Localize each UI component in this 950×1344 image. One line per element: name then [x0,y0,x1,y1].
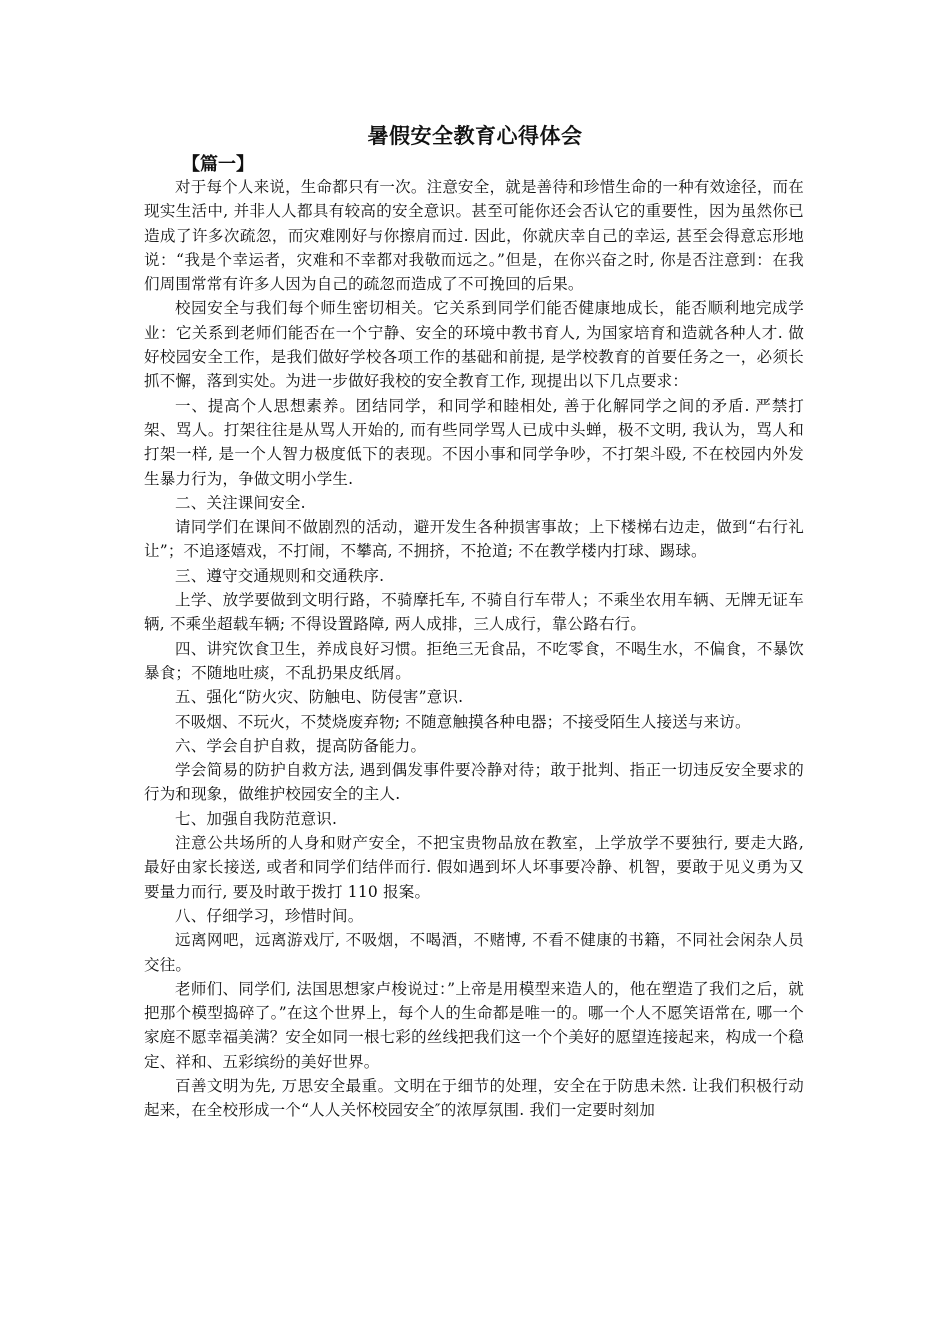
paragraph: 老师们、同学们, 法国思想家卢梭说过：”上帝是用模型来造人的，他在塑造了我们之后，就把那个模型捣碎了。”在这个世界上，每个人的生命都是唯一的。哪一个人不愿笑语常在, 哪一个家庭不愿幸福美满？安全如同一根七彩的丝线把我们这一个个美好的愿望连接起来，构成一个稳定、祥和、五彩缤纷的美好世界。 [144,979,804,1071]
paragraph: 请同学们在课间不做剧烈的活动，避开发生各种损害事故；上下楼梯右边走，做到“右行礼让”；不追逐嬉戏，不打闹，不攀高, 不拥挤，不抢道; 不在教学楼内打球、踢球。 [144,518,804,561]
paragraph: 百善文明为先, 万思安全最重。文明在于细节的处理，安全在于防患未然. 让我们积极行动起来，在全校形成一个“人人关怀校园安全″的浓厚氛围. 我们一定要时刻加 [144,1076,804,1120]
page-title: 暑假安全教育心得体会 [367,124,583,148]
section-label: 【篇一】 [182,154,254,175]
paragraph: 不吸烟、不玩火，不焚烧废弃物; 不随意触摸各种电器；不接受陌生人接送与来访。 [175,712,751,731]
paragraph: 四、讲究饮食卫生，养成良好习惯。拒绝三无食品，不吃零食，不喝生水，不偏食，不暴饮暴食；不随地吐痰，不乱扔果皮纸屑。 [144,639,804,682]
paragraph: 三、遵守交通规则和交通秩序. [175,566,385,585]
paragraph: 八、仔细学习，珍惜时间。 [175,906,364,925]
document-body [144,175,804,1123]
paragraph: 一、提高个人思想素养。团结同学，和同学和睦相处, 善于化解同学之间的矛盾. 严禁打架、骂人。打架往往是从骂人开始的, 而有些同学骂人已成中头蝉，极不文明, 我认为，骂人和打架一样, 是一个人智力极度低下的表现。不因小事和同学争吵，不打架斗殴, 不在校园内外发生暴力行为，争做文明小学生. [144,396,804,488]
paragraph: 六、学会自护自救，提高防备能力。 [175,736,427,755]
paragraph: 五、强化“防火灾、防触电、防侵害”意识. [175,688,464,707]
paragraph: 注意公共场所的人身和财产安全，不把宝贵物品放在教室，上学放学不要独行, 要走大路, 最好由家长接送, 或者和同学们结伴而行. 假如遇到坏人坏事要冷静、机智，要敢于见义勇为又要量力而行, 要及时敢于拨打 110 报案。 [144,834,804,901]
paragraph: 远离网吧，远离游戏厅, 不吸烟，不喝酒，不赌博, 不看不健康的书籍，不同社会闲杂人员交往。 [144,931,804,974]
paragraph: 上学、放学要做到文明行路，不骑摩托车, 不骑自行车带人；不乘坐农用车辆、无牌无证车辆, 不乘坐超载车辆; 不得设置路障, 两人成排，三人成行，靠公路右行。 [144,591,804,634]
paragraph: 学会简易的防护自救方法, 遇到偶发事件要冷静对待；敢于批判、指正一切违反安全要求的行为和现象，做维护校园安全的主人. [144,761,804,804]
paragraph: 二、关注课间安全. [175,493,306,512]
paragraph: 对于每个人来说，生命都只有一次。注意安全，就是善待和珍惜生命的一种有效途径，而在现实生活中, 并非人人都具有较高的安全意识。甚至可能你还会否认它的重要性，因为虽然你已造成了许多次疏忽，而灾难刚好与你擦肩而过. 因此，你就庆幸自己的幸运, 甚至会得意忘形地说：“我是个幸运者，灾难和不幸都对我敬而远之。”但是，在你兴奋之时, 你是否注意到：在我们周围常常有许多人因为自己的疏忽而造成了不可挽回的后果。 [144,178,804,294]
paragraph: 校园安全与我们每个师生密切相关。它关系到同学们能否健康地成长，能否顺利地完成学业：它关系到老师们能否在一个宁静、安全的环境中教书育人, 为国家培育和造就各种人才. 做好校园安全工作，是我们做好学校各项工作的基础和前提, 是学校教育的首要任务之一，必须长抓不懈，落到实处。为进一步做好我校的安全教育工作, 现提出以下几点要求： [144,299,804,391]
paragraph: 七、加强自我防范意识. [175,809,338,828]
